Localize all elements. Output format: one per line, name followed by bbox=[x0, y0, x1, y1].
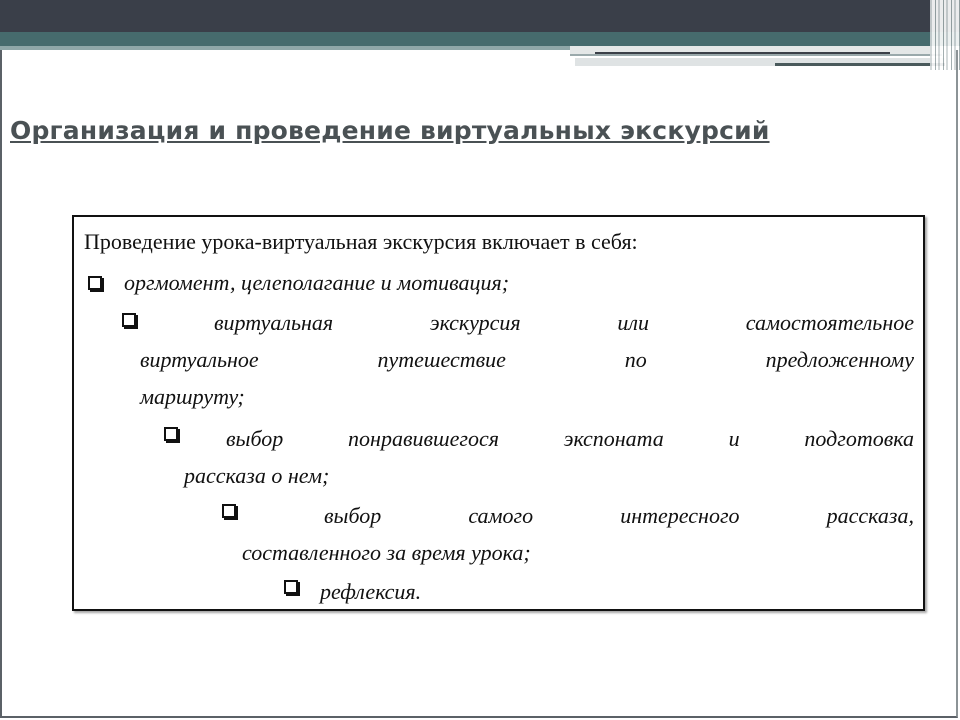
checkbox-bullet-icon bbox=[284, 580, 298, 594]
slide-title: Организация и проведение виртуальных экскурсий bbox=[10, 116, 770, 145]
checkbox-bullet-icon bbox=[164, 427, 178, 441]
list-item-line: виртуальная экскурсия или самостоятельное bbox=[214, 310, 914, 335]
checkbox-bullet-icon bbox=[122, 313, 136, 327]
list-item-line: маршруту; bbox=[140, 384, 245, 409]
list-item bbox=[124, 264, 724, 301]
list-item-line: выбор понравившегося экспоната и подготовка bbox=[226, 426, 914, 451]
list-item-line: виртуальное путешествие по предложенному bbox=[140, 347, 914, 372]
list-item bbox=[140, 304, 914, 415]
list-item bbox=[184, 420, 914, 494]
list-item-line: выбор самого интересного рассказа, bbox=[324, 503, 914, 528]
list-item-line: оргмомент, целеполагание и мотивация; bbox=[124, 270, 510, 295]
header-band-teal bbox=[0, 32, 960, 46]
list-item-line: рефлексия. bbox=[320, 579, 422, 604]
checkbox-bullet-icon bbox=[88, 276, 102, 290]
header-band-dark bbox=[0, 0, 960, 32]
list-item bbox=[320, 573, 720, 610]
checkbox-bullet-icon bbox=[222, 504, 236, 518]
list-item-line: составленного за время урока; bbox=[242, 540, 531, 565]
list-item-line: рассказа о нем; bbox=[184, 463, 330, 488]
intro-text: Проведение урока-виртуальная экскурсия включает в себя: bbox=[84, 229, 638, 254]
list-item bbox=[242, 497, 914, 571]
